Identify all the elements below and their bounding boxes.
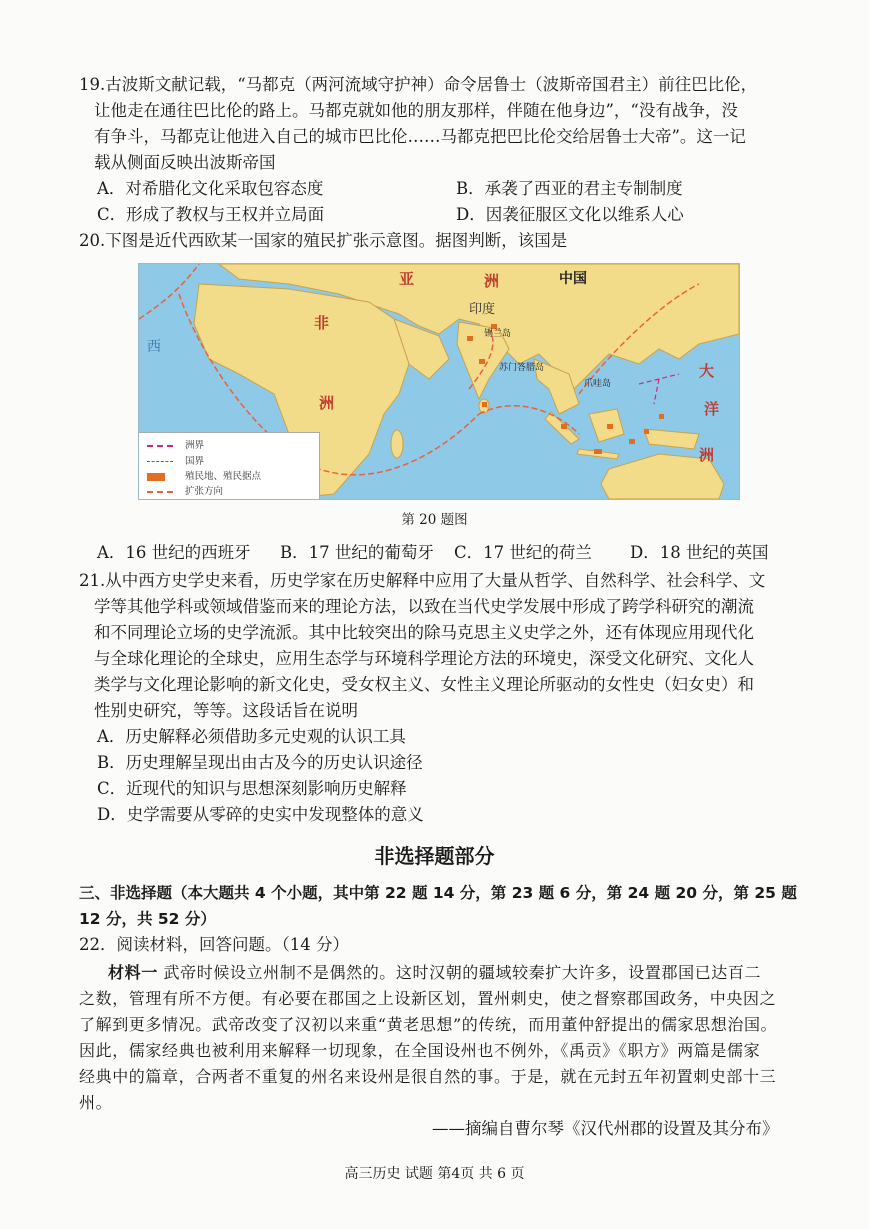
q22-material-line-3: 了解到更多情况。武帝改变了汉初以来重“黄老思想”的传统，而用董仲舒提出的儒家思想治国。	[79, 1015, 778, 1034]
colonial-expansion-map	[138, 263, 740, 500]
map-label-sumatra: 苏门答腊岛	[499, 363, 545, 373]
map-label-china: 中国	[559, 271, 587, 287]
q20-option-a: A．16 世纪的西班牙	[97, 543, 251, 562]
map-legend	[139, 432, 320, 500]
figure-caption: 第 20 题图	[401, 512, 468, 528]
q19-line-4: 载从侧面反映出波斯帝国	[94, 153, 276, 172]
q19-option-a: A．对希腊化文化采取包容态度	[97, 179, 324, 198]
q19-option-c: C．形成了教权与王权并立局面	[97, 205, 325, 224]
q22-material-line-5: 经典中的篇章，合两者不重复的州名来设州是很自然的事。于是，就在元封五年初置刺史部十三	[79, 1067, 777, 1086]
q21-option-d: D．史学需要从零碎的史实中发现整体的意义	[97, 805, 424, 824]
q21-line-6: 性别史研究，等等。这段话旨在说明	[94, 701, 358, 720]
q20-option-d: D．18 世纪的英国	[630, 543, 769, 562]
map-label-west: 西	[147, 339, 161, 355]
borneo-island	[589, 409, 624, 442]
q22-material-line-4: 因此，儒家经典也被利用来解释一切现象，在全国设州也不例外，《禹贡》《职方》两篇是儒家	[79, 1041, 761, 1060]
q21-option-a: A．历史解释必须借助多元史观的认识工具	[97, 727, 406, 746]
q21-option-b: B．历史理解呈现出由古及今的历史认识途径	[97, 753, 423, 772]
madagascar-island	[391, 430, 403, 458]
continent-borders	[639, 374, 679, 404]
route-atlantic	[139, 264, 199, 319]
q19-line-2: 让他走在通往巴比伦的路上。马都克就如他的朋友那样，伴随在他身边”，“没有战争，没	[94, 101, 738, 120]
map-label-ceylon: 锡兰岛	[484, 329, 512, 339]
q21-option-c: C．近现代的知识与思想深刻影响历史解释	[97, 779, 407, 798]
q20-option-b: B．17 世纪的葡萄牙	[280, 543, 434, 562]
map-label-africa-2: 洲	[319, 394, 335, 412]
q21-line-3: 和不同理论立场的史学流派。其中比较突出的除马克思主义史学之外，还有体现应用现代化	[94, 623, 754, 642]
q22-material-line-2: 之数，管理有所不方便。有必要在郡国之上设新区划，置州刺史，使之督察郡国政务，中央因之	[79, 989, 777, 1008]
map-label-java: 爪哇岛	[584, 379, 612, 389]
part3-header-line-2: 12 分，共 52 分）	[79, 910, 216, 928]
map-label-oceania-1: 大	[699, 362, 715, 380]
section-title: 非选择题部分	[374, 844, 495, 868]
q22-material-label: 材料一	[108, 963, 158, 982]
q22-stem: 22．阅读材料，回答问题。（14 分）	[79, 935, 349, 954]
q21-line-2: 学等其他学科或领域借鉴而来的理论方法，以致在当代史学发展中形成了跨学科研究的潮流	[94, 597, 754, 616]
q22-source: ——摘编自曹尔琴《汉代州郡的设置及其分布》	[432, 1119, 779, 1138]
q21-line-4: 与全球化理论的全球史，应用生态学与环境科学理论方法的环境史，深受文化研究、文化人	[94, 649, 754, 668]
page-footer: 高三历史 试题 第4页 共 6 页	[344, 1166, 525, 1182]
new-guinea-island	[644, 429, 699, 449]
part3-header-line-1: 三、非选择题（本大题共 4 个小题，其中第 22 题 14 分，第 23 题 6 分，第 24 题 20 分，第 25 题	[79, 884, 797, 902]
map-label-india: 印度	[469, 302, 496, 317]
q22-material-line-1: 材料一 武帝时候设立州制不是偶然的。这时汉朝的疆域较秦扩大许多，设置郡国已达百二	[108, 963, 762, 982]
map-label-oceania-3: 洲	[699, 446, 715, 464]
map-label-asia-1: 亚	[399, 270, 415, 288]
legend-continent-border: 洲界	[147, 437, 204, 451]
legend-colony: 殖民地、殖民据点	[147, 468, 261, 482]
q19-option-d: D．因袭征服区文化以维系人心	[456, 205, 684, 224]
q20-option-c: C．17 世纪的荷兰	[454, 543, 592, 562]
legend-country-border: 国界	[147, 453, 204, 467]
q19-line-3: 有争斗，马都克让他进入自己的城市巴比伦……马都克把巴比伦交给居鲁士大帝”。这一记	[94, 127, 746, 146]
q22-material-line-6: 州。	[79, 1093, 113, 1112]
q21-line-1: 21.从中西方史学史来看，历史学家在历史解释中应用了大量从哲学、自然科学、社会科学、文	[79, 571, 766, 590]
q19-line-1: 19.古波斯文献记载，“马都克（两河流域守护神）命令居鲁士（波斯帝国君主）前往巴比伦，	[79, 75, 758, 94]
q20-stem: 20.下图是近代西欧某一国家的殖民扩张示意图。据图判断，该国是	[79, 231, 568, 250]
legend-direction: 扩张方向	[147, 483, 223, 497]
map-label-oceania-2: 洋	[704, 400, 720, 418]
map-label-asia-2: 洲	[484, 272, 500, 290]
q19-option-b: B．承袭了西亚的君主专制制度	[456, 179, 683, 198]
q21-line-5: 类学与文化理论影响的新文化史，受女权主义、女性主义理论所驱动的女性史（妇女史）和	[94, 675, 754, 694]
map-label-africa-1: 非	[314, 314, 330, 332]
